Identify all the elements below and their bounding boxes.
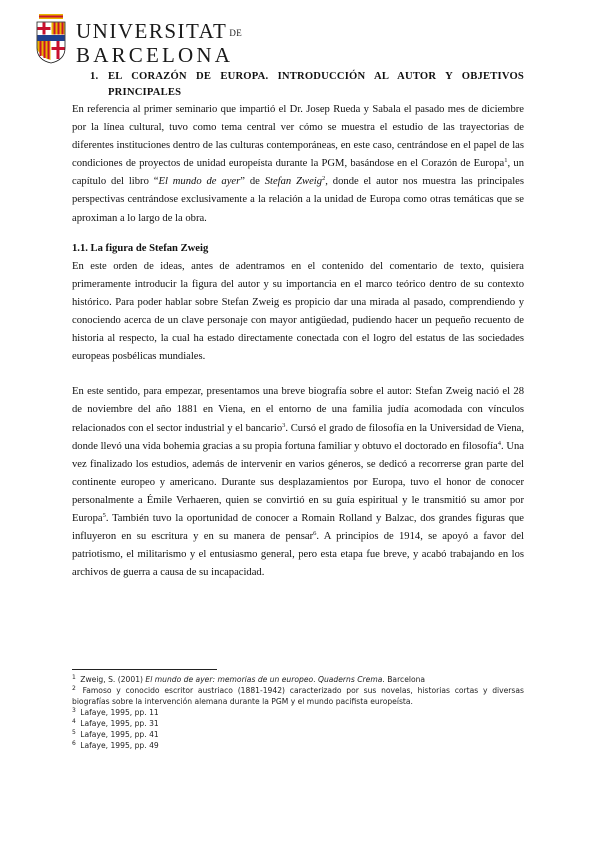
footnote-1	[72, 674, 524, 685]
university-logo	[36, 14, 246, 70]
footnote-3	[72, 707, 524, 718]
university-shield-icon	[36, 14, 66, 64]
intro-text-1: En referencia al primer seminario que impartió el Dr. Josep Rueda y Sabala el pasado mes de diciembre por la línea cultural, tuvo como tema central ver cómo se muestra el estudio de las trayectorias de diferentes instituciones dentro de las culturas contemporáneas, en este caso, centrándose en el papel de las condiciones de proyectos de unidad europeísta durante la PGM, basándose en el Corazón de Europa	[72, 104, 524, 170]
footnote-separator	[72, 669, 217, 670]
book-title: El mundo de ayer	[158, 176, 241, 188]
bio-text-1: En este sentido, para empezar, presentamos una breve biografía sobre el autor: Stefan Zweig nació el 28 de noviembre del año 1881 en Viena, en el entorno de una familia judía acomodada con vínculos relacionados con el sector industrial y el bancario	[72, 386, 524, 434]
section-heading	[90, 69, 524, 101]
footnote-number: 4	[72, 718, 76, 725]
intro-text-3: ” de	[240, 176, 265, 188]
logo-line-university: UNIVERSITAT	[76, 19, 228, 43]
footnote-book-title: El mundo de ayer: memorias de un europeo	[145, 675, 314, 684]
bio-text-3: . Una vez finalizado los estudios, además de intervenir en varios géneros, se dedicó a recorrerse gran parte del continente europeo y americano. Durante sus desplazamientos por Europa, tuvo el honor de conocer personalmente a Émile Verhaeren, quien se convirtió en su guía espiritual y le transmitió su amor por Europa	[72, 440, 525, 524]
footnote-text: Lafaye, 1995, pp. 49	[77, 741, 159, 750]
footnote-text: Lafaye, 1995, pp. 11	[77, 708, 159, 717]
footnote-text: Famoso y conocido escritor austriaco (1881-1942) caracterizado por sus novelas, historias cortas y diversas biografías sobre la intervención alemana durante la PGM y el mundo pacifista europeísta.	[72, 686, 524, 706]
bio-text-4: . También tuvo la oportunidad de conocer a Romain Rolland y Balzac, dos grandes figuras que influyeron en su escritura y en su manera de pensar	[72, 512, 524, 543]
footnote-text: .	[313, 675, 318, 684]
footnote-ref-6[interactable]: 6	[313, 530, 317, 538]
footnote-ref-1[interactable]: 1	[504, 157, 508, 165]
intro-text-2: , un capítulo del libro “	[72, 158, 525, 188]
document-body	[72, 69, 524, 582]
footnote-publisher: Quaderns Crema	[317, 675, 383, 684]
footnote-text: Lafaye, 1995, pp. 41	[77, 730, 159, 739]
footnote-number: 3	[72, 707, 76, 714]
footnote-5	[72, 729, 524, 740]
intro-text-4: , donde el autor nos muestra las principales perspectivas centrándose exclusivamente a la relación a la unidad de Europa como otras temáticas que se aproximan a lo largo de la obra.	[72, 176, 524, 224]
paragraph-spacer	[72, 366, 524, 383]
university-wordmark	[76, 20, 242, 66]
bio-text-5: . A principios de 1914, se apoyó a favor del patriotismo, el militarismo y el entusiasmo general, pero esta etapa fue breve, y acabó trabajando en los archivos de guerra a causa de su incapacidad.	[72, 531, 524, 579]
footnote-number: 6	[72, 740, 76, 747]
footnote-text: Lafaye, 1995, pp. 31	[77, 719, 159, 728]
body-paragraph-2	[72, 383, 524, 582]
footnote-ref-3[interactable]: 3	[282, 421, 286, 429]
footnote-number: 5	[72, 729, 76, 736]
footnote-ref-2[interactable]: 2	[322, 175, 326, 183]
footnote-text: Zweig, S. (2001)	[77, 675, 146, 684]
footnote-6	[72, 740, 524, 751]
section-number: 1.	[90, 71, 99, 82]
footnote-4	[72, 718, 524, 729]
bio-text-2: . Cursó el grado de filosofía en la Universidad de Viena, donde llevó una vida bohemia gracias a su propia fortuna familiar y obtuvo el doctorado en filosofía	[72, 422, 524, 452]
footnote-text: . Barcelona	[382, 675, 426, 684]
footnote-ref-4[interactable]: 4	[497, 439, 501, 447]
footnote-ref-5[interactable]: 5	[102, 511, 106, 519]
footnotes	[72, 674, 524, 751]
body-paragraph-1: En este orden de ideas, antes de adentramos en el contenido del comentario de texto, quisiera primeramente introducir la figura del autor y su importancia en el marco teórico dentro de su contexto histórico. Para poder hablar sobre Stefan Zweig es propicio dar una mirada al pasado, comprendiendo y conociendo acerca de un clave personaje con mayor antigüedad, pudiendo hacer un pequeño recuento de historia al respecto, la cual ha estado directamente conectada con el logro del estatus de las sociedades europeas posbélicas mundiales.	[72, 260, 524, 363]
footnote-2	[72, 685, 524, 707]
logo-line-de: DE	[229, 28, 243, 38]
footnote-number: 1	[72, 674, 76, 681]
intro-paragraph	[72, 101, 524, 228]
section-title: EL CORAZÓN DE EUROPA. INTRODUCCIÓN AL AUTOR Y OBJETIVOS PRINCIPALES	[108, 71, 524, 98]
logo-line-barcelona: BARCELONA	[76, 43, 234, 67]
author-name: Stefan Zweig	[264, 176, 323, 188]
footnote-number: 2	[72, 685, 76, 692]
subsection-title: 1.1. La figura de Stefan Zweig	[72, 242, 209, 254]
